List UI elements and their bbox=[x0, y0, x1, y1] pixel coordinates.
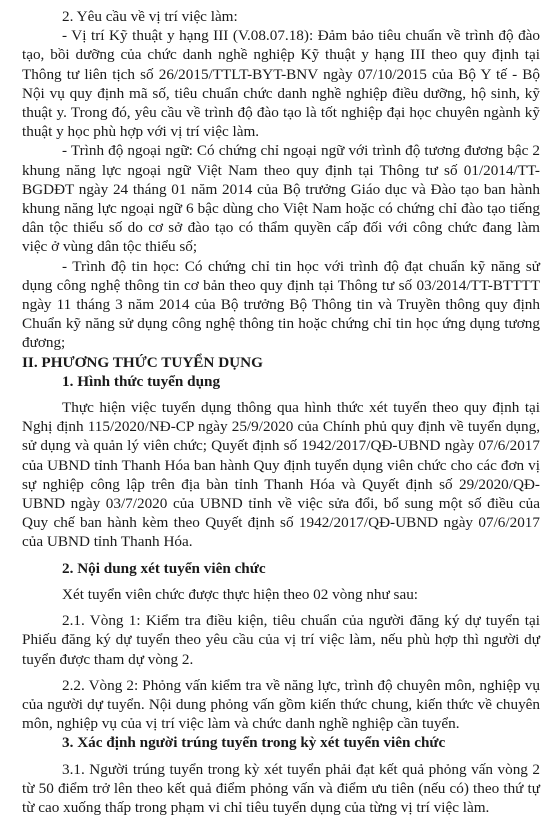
successful-candidate-paragraph: 3.1. Người trúng tuyển trong kỳ xét tuyển phải đạt kết quả phỏng vấn vòng 2 từ 50 điểm trở lên theo kết quả điểm phỏng vấn và điểm ưu tiên (nếu có) theo thứ tự từ cao xuống thấp trong phạm vi chỉ tiêu tuyển dụng của từng vị trí việc làm. bbox=[22, 760, 540, 816]
round-2-paragraph: 2.2. Vòng 2: Phỏng vấn kiểm tra về năng lực, trình độ chuyên môn, nghiệp vụ của người dự tuyển. Nội dung phỏng vấn gồm kiến thức chung, kiến thức về chuyên môn, nghiệp vụ của vị trí việc làm và chức danh nghề nghiệp cần tuyển. bbox=[22, 676, 540, 733]
recruitment-form-paragraph: Thực hiện việc tuyển dụng thông qua hình thức xét tuyển theo quy định tại Nghị định 115/2020/NĐ-CP ngày 25/9/2020 của Chính phủ quy định về tuyển dụng, sử dụng và quản lý viên chức; Quyết định số 1942/2017/QĐ-UBND ngày 07/6/2017 của UBND tỉnh Thanh Hóa ban hành Quy định tuyển dụng viên chức cho các đơn vị sự nghiệp công lập trên địa bàn tỉnh Thanh Hóa và Quyết định số 29/2020/QĐ-UBND ngày 03/7/2020 của UBND tỉnh về việc sửa đổi, bổ sung một số điều của Quy chế ban hành kèm theo Quyết định số 1942/2017/QĐ-UBND ngày 07/6/2017 của UBND tỉnh Thanh Hóa. bbox=[22, 399, 540, 551]
requirement-position-paragraph: - Vị trí Kỹ thuật y hạng III (V.08.07.18): Đảm bảo tiêu chuẩn về trình độ đào tạo, bồi dưỡng của chức danh nghề nghiệp Kỹ thuật y hạng III theo quy định tại Thông tư liên tịch số 26/2015/TTLT-BYT-BNV ngày 07/10/2015 của Bộ Y tế - Bộ Nội vụ quy định mã số, tiêu chuẩn chức danh nghề nghiệp điều dưỡng, hộ sinh, kỹ thuật y. Trong đó, yêu cầu về trình độ đào tạo là tốt nghiệp đại học chuyên ngành kỹ thuật y học phù hợp với vị trí việc làm. bbox=[22, 27, 540, 141]
subsection-1-heading: 1. Hình thức tuyển dụng bbox=[62, 372, 221, 390]
subsection-2-heading: 2. Nội dung xét tuyển viên chức bbox=[62, 559, 266, 577]
section-2-requirements-heading: 2. Yêu cầu về vị trí việc làm: bbox=[62, 8, 238, 25]
requirement-foreign-language-paragraph: - Trình độ ngoại ngữ: Có chứng chỉ ngoại ngữ với trình độ tương đương bậc 2 khung năng lực ngoại ngữ Việt Nam theo quy định tại Thông tư số 01/2014/TT-BGDĐT ngày 24 tháng 01 năm 2014 của Bộ trưởng Giáo dục và Đào tạo ban hành khung năng lực ngoại ngữ 6 bậc dùng cho Việt Nam hoặc có chứng chỉ đào tạo tiếng dân tộc thiểu số do cơ sở đào tạo có thẩm quyền cấp đối với công chức đang làm việc ở vùng dân tộc thiểu số; bbox=[22, 142, 540, 256]
round-1-paragraph: 2.1. Vòng 1: Kiểm tra điều kiện, tiêu chuẩn của người đăng ký dự tuyển tại Phiếu đăng ký dự tuyển theo yêu cầu của vị trí việc làm, nếu phù hợp thì người dự tuyển được tham dự vòng 2. bbox=[22, 612, 540, 668]
subsection-3-heading: 3. Xác định người trúng tuyển trong kỳ xét tuyển viên chức bbox=[62, 734, 446, 752]
section-ii-heading: II. PHƯƠNG THỨC TUYỂN DỤNG bbox=[22, 353, 263, 371]
rounds-intro-paragraph: Xét tuyển viên chức được thực hiện theo 02 vòng như sau: bbox=[62, 585, 419, 603]
requirement-it-skills-paragraph: - Trình độ tin học: Có chứng chỉ tin học với trình độ đạt chuẩn kỹ năng sử dụng công nghệ thông tin cơ bản theo quy định tại Thông tư số 03/2014/TT-BTTTT ngày 11 tháng 3 năm 2014 của Bộ trưởng Bộ Thông tin và Truyền thông quy định Chuẩn kỹ năng sử dụng công nghệ thông tin hoặc chứng chỉ tin học ứng dụng tương đương; bbox=[22, 257, 540, 352]
